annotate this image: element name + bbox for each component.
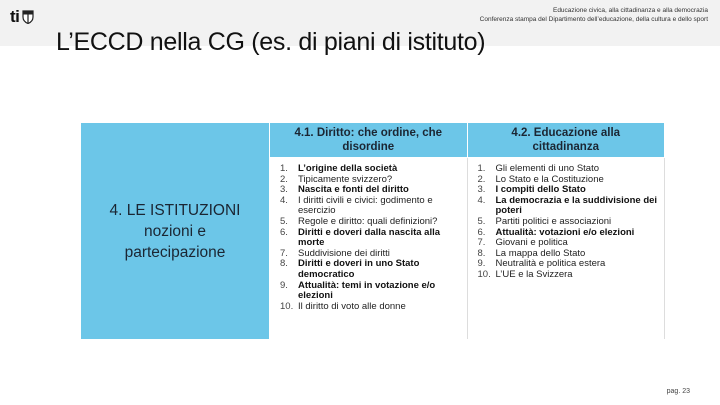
list-item [280,228,463,249]
list-item [280,281,463,302]
canton-shield-icon [22,10,34,24]
item-number: 5. [280,215,288,227]
list-item [280,302,463,313]
theme-line: 4. LE ISTITUZIONI [109,201,241,219]
item-text: Suddivisione dei diritti [298,247,390,259]
list-item [478,164,661,175]
list-item [478,270,661,281]
header-subtitle [480,6,708,24]
item-number: 7. [477,237,486,249]
item-text: Attualità: temi in votazione e/o elezioni [298,279,436,302]
item-number: 9. [477,258,486,270]
page-number: pag. 23 [666,388,690,395]
item-number: 3. [477,184,486,196]
list-item [280,196,463,217]
item-text: La mappa dello Stato [495,247,586,259]
item-number: 4. [280,194,288,206]
list-item [280,217,463,228]
list-item [478,217,661,228]
item-number: 10. [280,300,294,312]
header-line-1: Educazione civica, alla cittadinanza e alla democrazia [552,7,708,14]
item-number: 8. [477,247,486,259]
item-number: 7. [280,247,288,259]
item-number: 1. [280,163,288,174]
item-text: Diritti e doveri dalla nascita alla morte [298,226,441,249]
item-text: I compiti dello Stato [495,184,586,196]
item-text: Diritti e doveri in uno Stato democratico [298,258,420,280]
item-number: 8. [280,258,288,270]
item-number: 10. [477,268,491,280]
list-item [478,196,661,217]
curriculum-table [80,122,665,340]
logo-text: ti [10,7,20,26]
item-number: 3. [280,184,288,196]
item-number: 6. [280,226,288,238]
column-heading-diritto [270,123,468,158]
heading-line: cittadinanza [532,141,599,153]
heading-line: 4.1. Diritto: che ordine, che [294,127,443,139]
item-text: Attualità: votazioni e/o elezioni [495,226,635,238]
item-number: 4. [477,194,486,206]
item-text: L’UE e la Svizzera [495,268,573,280]
item-number: 2. [477,173,486,185]
heading-line: 4.2. Educazione alla [511,127,621,139]
item-text: Regole e diritto: quali definizioni? [298,215,438,227]
heading-line: disordine [342,141,395,153]
list-item [280,164,463,175]
topic-list-diritto [270,158,467,312]
item-number: 5. [477,215,486,227]
item-number: 2. [280,173,288,185]
item-text: Giovani e politica [495,237,568,249]
theme-cell [81,123,270,340]
item-text: L’origine della società [298,163,398,174]
item-text: Partiti politici e associazioni [495,215,612,227]
item-number: 9. [280,279,288,291]
column-body-diritto [270,158,468,340]
item-text: La democrazia e la suddivisione dei poteri [495,194,658,217]
column-heading-cittadinanza [467,123,665,158]
item-text: Tipicamente svizzero? [298,173,393,185]
header-line-2: Conferenza stampa del Dipartimento dell’educazione, della cultura e dello sport [479,16,708,23]
theme-line: partecipazione [124,243,226,261]
item-number: 6. [477,226,486,238]
item-text: Il diritto di voto alle donne [298,300,406,312]
column-body-cittadinanza [467,158,665,340]
item-text: Lo Stato e la Costituzione [495,173,604,185]
topic-list-cittadinanza [468,158,665,281]
item-text: Gli elementi di uno Stato [495,163,600,174]
ticino-logo [10,7,34,27]
item-number: 1. [477,163,486,174]
item-text: Neutralità e politica estera [495,258,606,270]
theme-line: nozioni e [143,222,207,240]
item-text: I diritti civili e civici: godimento e esercizio [298,194,433,217]
page-title: L’ECCD nella CG (es. di piani di istituto) [56,28,486,56]
item-text: Nascita e fonti del diritto [298,184,409,196]
list-item [280,259,463,280]
